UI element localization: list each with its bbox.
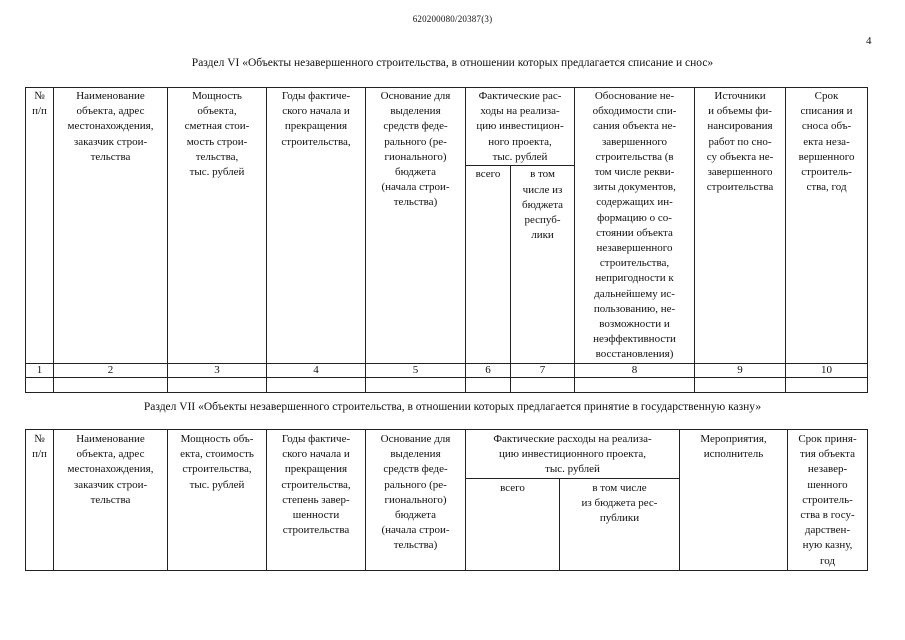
empty-cell — [267, 377, 366, 392]
column-number: 2 — [54, 363, 168, 377]
col-header-number: № п/п — [26, 430, 54, 571]
col-header-object-name: Наименование объекта, адрес местонахождения, заказчик строи- тельства — [54, 88, 168, 364]
column-number: 5 — [366, 363, 466, 377]
column-number: 10 — [786, 363, 868, 377]
column-number: 9 — [695, 363, 786, 377]
empty-cell — [26, 377, 54, 392]
section-6-title: Раздел VI «Объекты незавершенного строительства, в отношении которых предлагается списание и снос» — [191, 57, 714, 69]
column-number-row — [26, 363, 868, 377]
col-header-funding-sources: Источники и объемы фи- нансирования работ по сно- су объекта не- завершенного строительства — [695, 88, 786, 364]
col-header-actual-expenses: Фактические рас- ходы на реализа- цию инвестицион- ного проекта, тыс. рублей — [466, 88, 575, 166]
col-header-expenses-total: всего — [466, 166, 511, 363]
col-header-funding-basis: Основание для выделения средств феде- рального (ре- гионального) бюджета (начала строи- тельства) — [366, 430, 466, 571]
page-number: 4 — [866, 35, 872, 47]
col-header-measures: Мероприятия, исполнитель — [680, 430, 788, 571]
col-header-treasury-deadline: Срок приня- тия объекта незавер- шенного строитель- ства в госу- дарствен- ную казну, год — [788, 430, 868, 571]
column-number: 3 — [168, 363, 267, 377]
column-number: 4 — [267, 363, 366, 377]
col-header-expenses-republic: в том числе из бюджета респуб- лики — [511, 166, 575, 363]
empty-data-row — [26, 377, 868, 392]
col-header-years: Годы фактиче- ского начала и прекращения строительства, — [267, 88, 366, 364]
col-header-number: № п/п — [26, 88, 54, 364]
section-7-table — [25, 429, 868, 571]
col-header-capacity: Мощность объекта, сметная стои- мость строи- тельства, тыс. рублей — [168, 88, 267, 364]
col-header-expenses-republic: в том числе из бюджета рес- публики — [560, 478, 680, 570]
empty-cell — [575, 377, 695, 392]
empty-cell — [54, 377, 168, 392]
col-header-justification: Обоснование не- обходимости спи- сания объекта не- завершенного строительства (в том числе рекви- зиты документов, содержащих ин- формацию о со- стоянии объекта незавершенного строительства, непригодности к дальнейшему ис- пользованию, не- возможности и неэффективности восстановления) — [575, 88, 695, 364]
empty-cell — [466, 377, 511, 392]
col-header-write-off-deadline: Срок списания и сноса объ- екта неза- вершенного строитель- ства, год — [786, 88, 868, 364]
col-header-actual-expenses: Фактические расходы на реализа- цию инвестиционного проекта, тыс. рублей — [466, 430, 680, 479]
col-header-object-name: Наименование объекта, адрес местонахождения, заказчик строи- тельства — [54, 430, 168, 571]
column-number: 8 — [575, 363, 695, 377]
col-header-funding-basis: Основание для выделения средств феде- рального (ре- гионального) бюджета (начала строи- тельства) — [366, 88, 466, 364]
empty-cell — [366, 377, 466, 392]
column-number: 1 — [26, 363, 54, 377]
empty-cell — [511, 377, 575, 392]
section-6-table — [25, 87, 868, 393]
column-number: 6 — [466, 363, 511, 377]
col-header-years: Годы фактиче- ского начала и прекращения строительства, степень завер- шенности строительства — [267, 430, 366, 571]
empty-cell — [695, 377, 786, 392]
column-number: 7 — [511, 363, 575, 377]
section-7-title: Раздел VII «Объекты незавершенного строительства, в отношении которых предлагается принятие в государственную казну» — [143, 401, 762, 413]
empty-cell — [786, 377, 868, 392]
document-id: 620200080/20387(3) — [412, 14, 493, 24]
col-header-capacity: Мощность объ- екта, стоимость строительства, тыс. рублей — [168, 430, 267, 571]
empty-cell — [168, 377, 267, 392]
col-header-expenses-total: всего — [466, 478, 560, 570]
